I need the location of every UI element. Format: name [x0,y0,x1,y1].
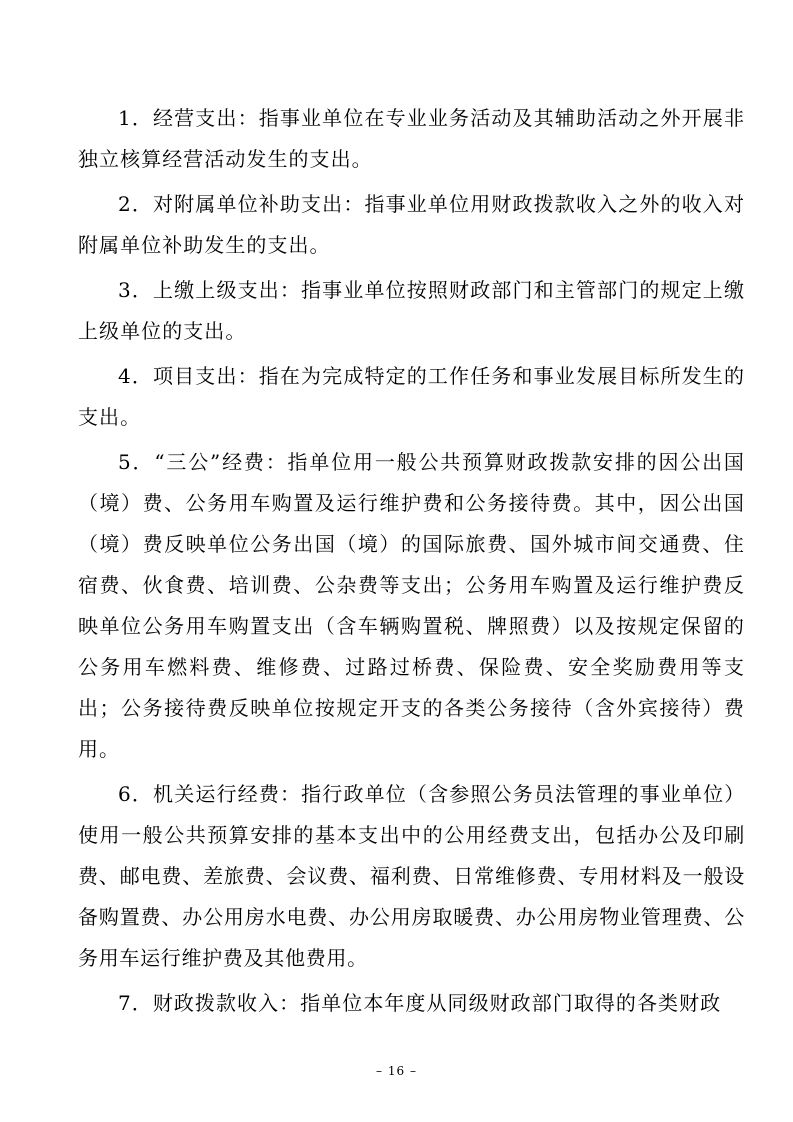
paragraph-three-public-expenses: 5．“三公”经费：指单位用一般公共预算财政拨款安排的因公出国（境）费、公务用车购置及运行维护费和公务接待费。其中，因公出国（境）费反映单位公务出国（境）的国际旅费、国外城市间交通费、住宿费、伙食费、培训费、公杂费等支出；公务用车购置及运行维护费反映单位公务用车购置支出（含车辆购置税、牌照费）以及按规定保留的公务用车燃料费、维修费、过路过桥费、保险费、安全奖励费用等支出；公务接待费反映单位按规定开支的各类公务接待（含外宾接待）费用。 [78,450,745,761]
paragraph-upper-level-payment: 3．上缴上级支出：指事业单位按照财政部门和主管部门的规定上缴上级单位的支出。 [78,278,745,343]
document-body [78,98,745,1028]
paragraph-fiscal-appropriation-income: 7．财政拨款收入：指单位本年度从同级财政部门取得的各类财政 [118,991,722,1015]
paragraph-operating-expenses: 1．经营支出：指事业单位在专业业务活动及其辅助活动之外开展非独立核算经营活动发生的支出。 [78,106,745,171]
page-number: – 16 – [376,1064,417,1078]
paragraph-project-expenses: 4．项目支出：指在为完成特定的工作任务和事业发展目标所发生的支出。 [78,364,745,429]
paragraph-agency-operating-funds: 6．机关运行经费：指行政单位（含参照公务员法管理的事业单位）使用一般公共预算安排的基本支出中的公用经费支出，包括办公及印刷费、邮电费、差旅费、会议费、福利费、日常维修费、专用材料及一般设备购置费、办公用房水电费、办公用房取暖费、办公用房物业管理费、公务用车运行维护费及其他费用。 [78,782,745,970]
paragraph-subsidiary-subsidy: 2．对附属单位补助支出：指事业单位用财政拨款收入之外的收入对附属单位补助发生的支出。 [78,192,745,257]
